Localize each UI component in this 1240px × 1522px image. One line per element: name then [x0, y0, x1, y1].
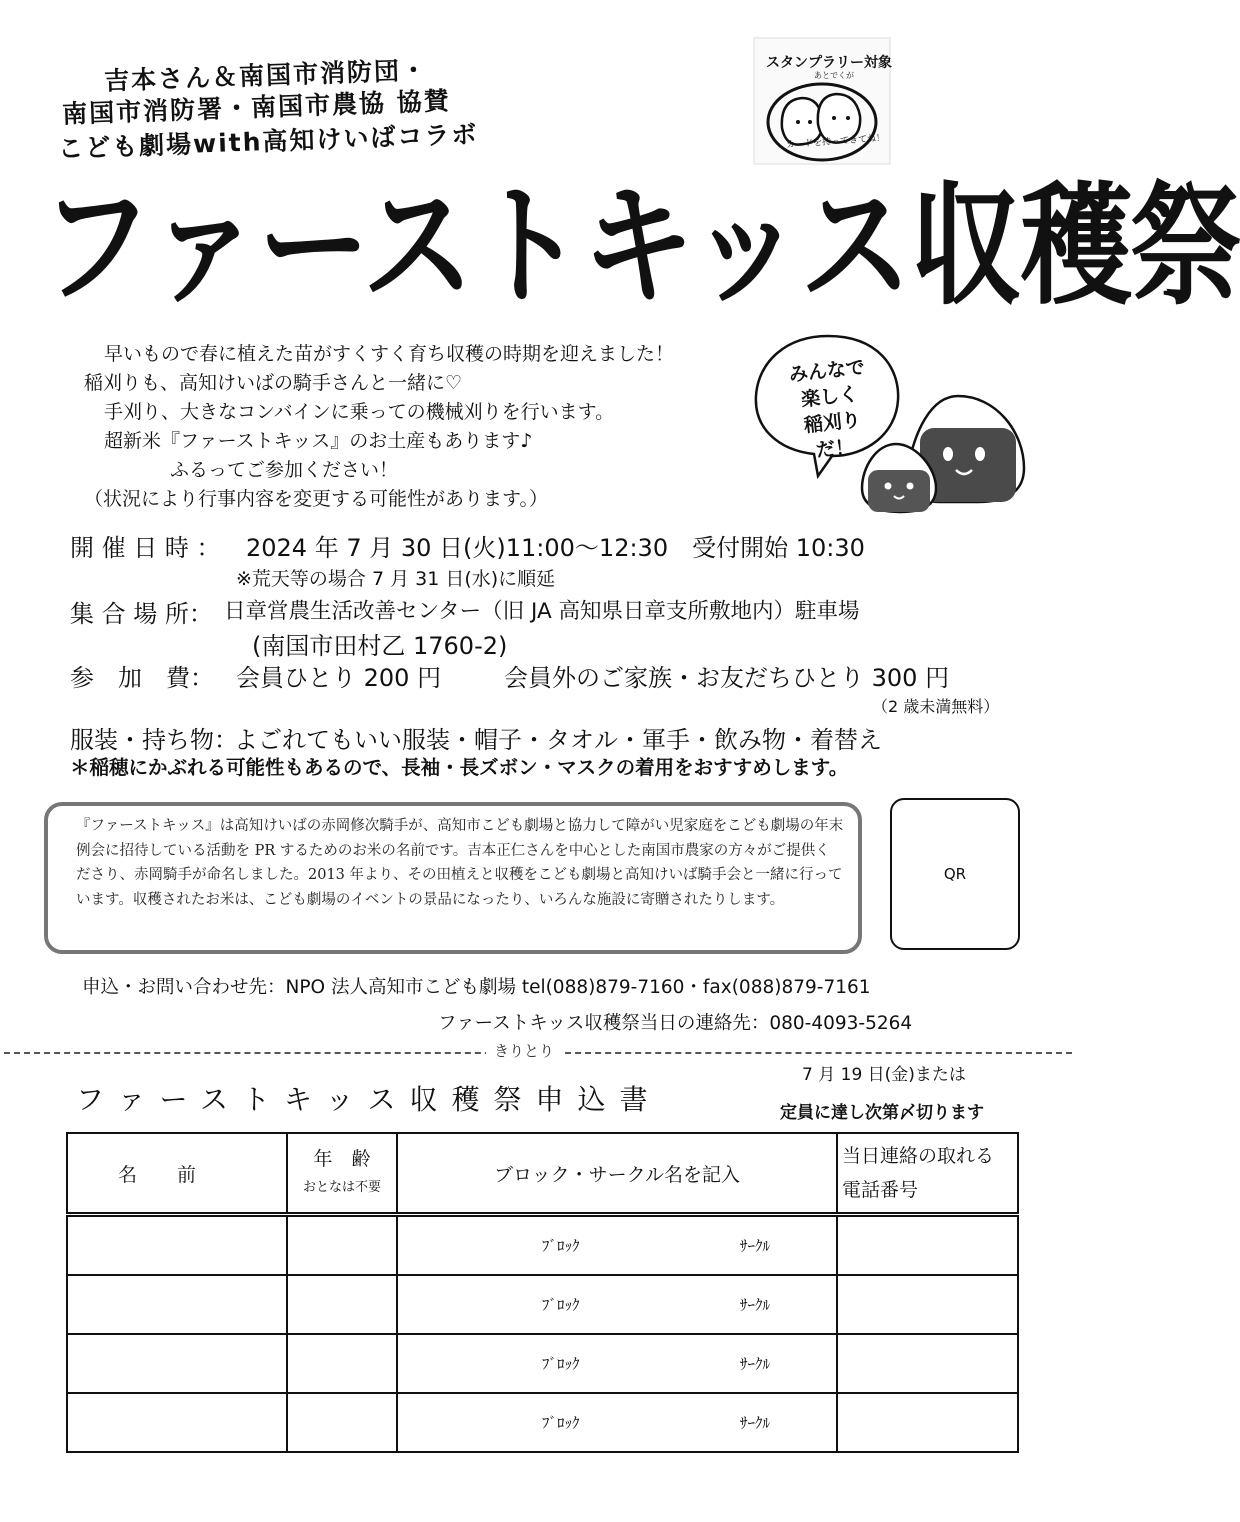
- phone-cell[interactable]: [837, 1215, 1018, 1276]
- stamp-small-text: あとでくが: [814, 71, 854, 80]
- items-value: よごれてもいい服装・帽子・タオル・軍手・飲み物・着替え: [234, 726, 882, 754]
- page-title: ファーストキッス収穫祭: [40, 170, 1240, 324]
- name-cell[interactable]: [67, 1275, 287, 1334]
- fee-member: 会員ひとり 200 円: [236, 664, 442, 692]
- subtitle-line-2: 南国市消防署・南国市農協 協賛: [61, 86, 452, 129]
- fee-note: （2 歳未満無料）: [872, 697, 1000, 716]
- name-cell[interactable]: [67, 1393, 287, 1452]
- table-row: [67, 1275, 1018, 1334]
- intro-line-2: 稲刈りも、高知けいばの騎手さんと一緒に♡: [84, 372, 463, 394]
- contact-line-1: 申込・お問い合わせ先：NPO 法人高知市こども劇場 tel(088)879-7160・fax(088)879-7161: [82, 977, 871, 998]
- phone-cell[interactable]: [837, 1393, 1018, 1452]
- place-value: 日章営農生活改善センター（旧 JA 高知県日章支所敷地内）駐車場: [224, 599, 860, 624]
- fee-other: 会員外のご家族・お友だちひとり 300 円: [504, 664, 950, 692]
- col-header-phone: 当日連絡の取れる 電話番号: [837, 1133, 1018, 1215]
- table-row: [67, 1215, 1018, 1276]
- contact-line-2: ファーストキッス収穫祭当日の連絡先：080-4093-5264: [438, 1013, 913, 1034]
- speech-bubble-text: みんなで 楽しく 稲刈りだ！: [787, 356, 866, 462]
- application-table: [66, 1132, 1019, 1453]
- stamp-top-text: スタンプラリー対象: [766, 55, 892, 71]
- form-title: ファーストキッス収穫祭申込書: [76, 1083, 662, 1116]
- age-cell[interactable]: [287, 1215, 397, 1276]
- deadline-line-2: 定員に達し次第〆切ります: [780, 1103, 984, 1123]
- age-cell[interactable]: [287, 1275, 397, 1334]
- block-circle-cell[interactable]: ﾌﾞﾛｯｸ ｻｰｸﾙ: [397, 1334, 837, 1393]
- cut-label: きりとり: [486, 1040, 562, 1061]
- subtitle-line-1: 吉本さん＆南国市消防団・: [103, 55, 429, 96]
- stamp-bottom-text: カードを持ってきてね！: [785, 133, 886, 151]
- items-label: 服装・持ち物：: [70, 726, 238, 754]
- items-note: ＊稲穂にかぶれる可能性もあるので、長袖・長ズボン・マスクの着用をおすすめします。: [70, 756, 849, 779]
- intro-line-6: （状況により行事内容を変更する可能性があります。）: [84, 488, 548, 510]
- col-header-name: 名前: [67, 1133, 287, 1215]
- age-cell[interactable]: [287, 1393, 397, 1452]
- deadline-line-1: 7 月 19 日(金)または: [802, 1065, 966, 1085]
- qr-label: QR: [943, 865, 967, 883]
- date-note: ※荒天等の場合 7 月 31 日(水)に順延: [236, 568, 556, 590]
- qr-code: [890, 798, 1020, 950]
- about-text: 『ファーストキッス』は高知けいばの赤岡修次騎手が、高知市こども劇場と協力して障がい児家庭をこども劇場の年末例会に招待している活動を PR するためのお米の名前です。吉本正仁さんを中心とした南国市農家の方々がご提供くださり、赤岡騎手が命名しました。2013 年より、その田植えと収穫をこども劇場と高知けいば騎手会と一緒に行っています。収穫されたお米は、こども劇場のイベントの景品になったり、いろんな施設に寄贈されたりします。: [76, 818, 844, 908]
- phone-cell[interactable]: [837, 1275, 1018, 1334]
- intro-line-1: 早いもので春に植えた苗がすくすく育ち収穫の時期を迎えました！: [104, 343, 675, 365]
- place-label: 集 合 場 所：: [70, 600, 213, 628]
- date-label: 開 催 日 時 ：: [70, 534, 221, 562]
- place-address: (南国市田村乙 1760-2): [252, 632, 508, 660]
- block-circle-cell[interactable]: ﾌﾞﾛｯｸ ｻｰｸﾙ: [397, 1215, 837, 1276]
- fee-label: 参 加 費：: [70, 664, 214, 692]
- table-row: [67, 1334, 1018, 1393]
- rice-ball-characters-icon: [856, 388, 1036, 520]
- date-value: 2024 年 7 月 30 日(火)11:00～12:30 受付開始 10:30: [246, 534, 865, 562]
- intro-line-5: ふるってご参加ください！: [170, 459, 399, 481]
- intro-line-3: 手刈り、大きなコンバインに乗っての機械刈りを行います。: [104, 401, 615, 423]
- about-box: [44, 802, 862, 954]
- name-cell[interactable]: [67, 1215, 287, 1276]
- subtitle-line-3: こども劇場with高知けいばコラボ: [57, 119, 479, 164]
- phone-cell[interactable]: [837, 1334, 1018, 1393]
- table-row: [67, 1393, 1018, 1452]
- intro-line-4: 超新米『ファーストキッス』のお土産もあります♪: [104, 430, 533, 452]
- block-circle-cell[interactable]: ﾌﾞﾛｯｸ ｻｰｸﾙ: [397, 1275, 837, 1334]
- name-cell[interactable]: [67, 1334, 287, 1393]
- col-header-age: 年 齢 おとなは不要: [287, 1133, 397, 1215]
- block-circle-cell[interactable]: ﾌﾞﾛｯｸ ｻｰｸﾙ: [397, 1393, 837, 1452]
- age-cell[interactable]: [287, 1334, 397, 1393]
- col-header-block: ブロック・サークル名を記入: [397, 1133, 837, 1215]
